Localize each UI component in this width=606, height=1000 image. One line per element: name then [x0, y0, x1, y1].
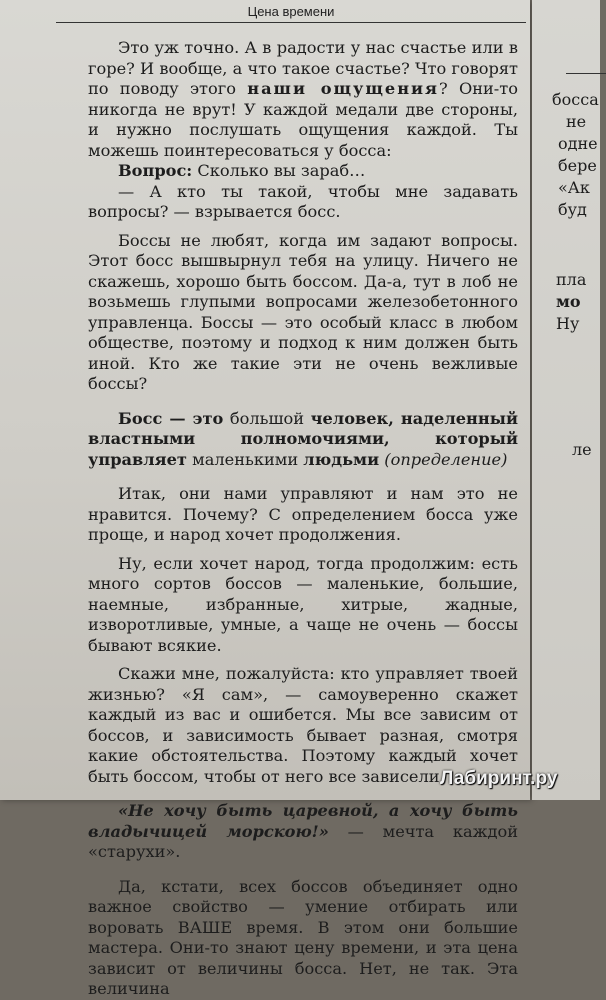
paragraph: Ну, если хочет народ, тогда продолжим: есть много сортов боссов — маленькие, большие, наемные, избранные, хитрые, жадные, изворотливые, умные, а чаще не очень — боссы бывают всякие. — [88, 553, 518, 655]
question-label: Вопрос: — [118, 161, 193, 180]
text-fragment: одне — [558, 134, 598, 153]
text-fragment: Ну — [556, 314, 580, 333]
facing-page — [532, 0, 600, 800]
text-fragment: ле — [572, 440, 592, 459]
paragraph: Итак, они нами управляют и нам это не нравится. Почему? С определением босса уже проще, и народ хочет продолжения. — [88, 484, 518, 544]
text-fragment: босса — [552, 90, 599, 109]
text-fragment: мо — [556, 292, 581, 311]
page-title: Цена времени — [247, 4, 335, 19]
paragraph: Это уж точно. А в радости у нас счастье или в горе? И вообще, а что такое счастье? Что говорят по поводу этого наши ощущения? Они-то никогда не врут! У каждой медали две стороны, и нужно послушать ощущения каждой. Ты можешь поинтересоваться у босса: — [88, 38, 518, 160]
running-header — [56, 2, 526, 23]
text-fragment: пла — [556, 270, 587, 289]
paragraph: Боссы не любят, когда им задают вопросы. Этот босс вышвырнул тебя на улицу. Ничего не скажешь, хорошо быть боссом. Да-а, тут в лоб не возьмешь глупыми вопросами железобетонного управленца. Боссы — это особый класс в любом обществе, поэтому и подход к ним должен быть иной. Кто же такие эти не очень вежливые боссы? — [88, 230, 518, 393]
quote: «Не хочу быть царевной, а хочу быть владычицей морскою!» — мечта каждой «старухи». — [88, 801, 518, 861]
watermark-logo: Лабиринт.ру — [440, 768, 558, 789]
paragraph: Да, кстати, всех боссов объединяет одно важное свойство — умение отбирать или воровать ВАШЕ время. В этом они большие мастера. Они-то знают цену времени, и эта цена зависит от величины босса. Нет, не так. Эта величина — [88, 876, 518, 998]
paragraph: — А кто ты такой, чтобы мне задавать вопросы? — взрывается босс. — [88, 181, 518, 221]
emphasis: наши ощущения — [247, 79, 440, 98]
paragraph: Скажи мне, пожалуйста: кто управляет твоей жизнью? «Я сам», — самоуверенно скажет каждый из вас и ошибется. Мы все зависим от боссов, и зависимость бывает разная, смотря какие обстоятельства. Поэтому каждый хочет быть боссом, чтобы от него все зависели. — [88, 664, 518, 786]
definition: Босс — это большой человек, наделенный властными полномочиями, который управляет маленькими людьми (определение) — [88, 408, 518, 469]
page-body — [88, 38, 518, 1000]
header-rule — [566, 73, 606, 74]
text-fragment: «Ак — [558, 178, 590, 197]
text-fragment: буд — [558, 200, 587, 219]
text-fragment: не — [566, 112, 587, 131]
question-line: Вопрос: Сколько вы зараб… — [118, 161, 366, 180]
text-fragment: бере — [558, 156, 597, 175]
